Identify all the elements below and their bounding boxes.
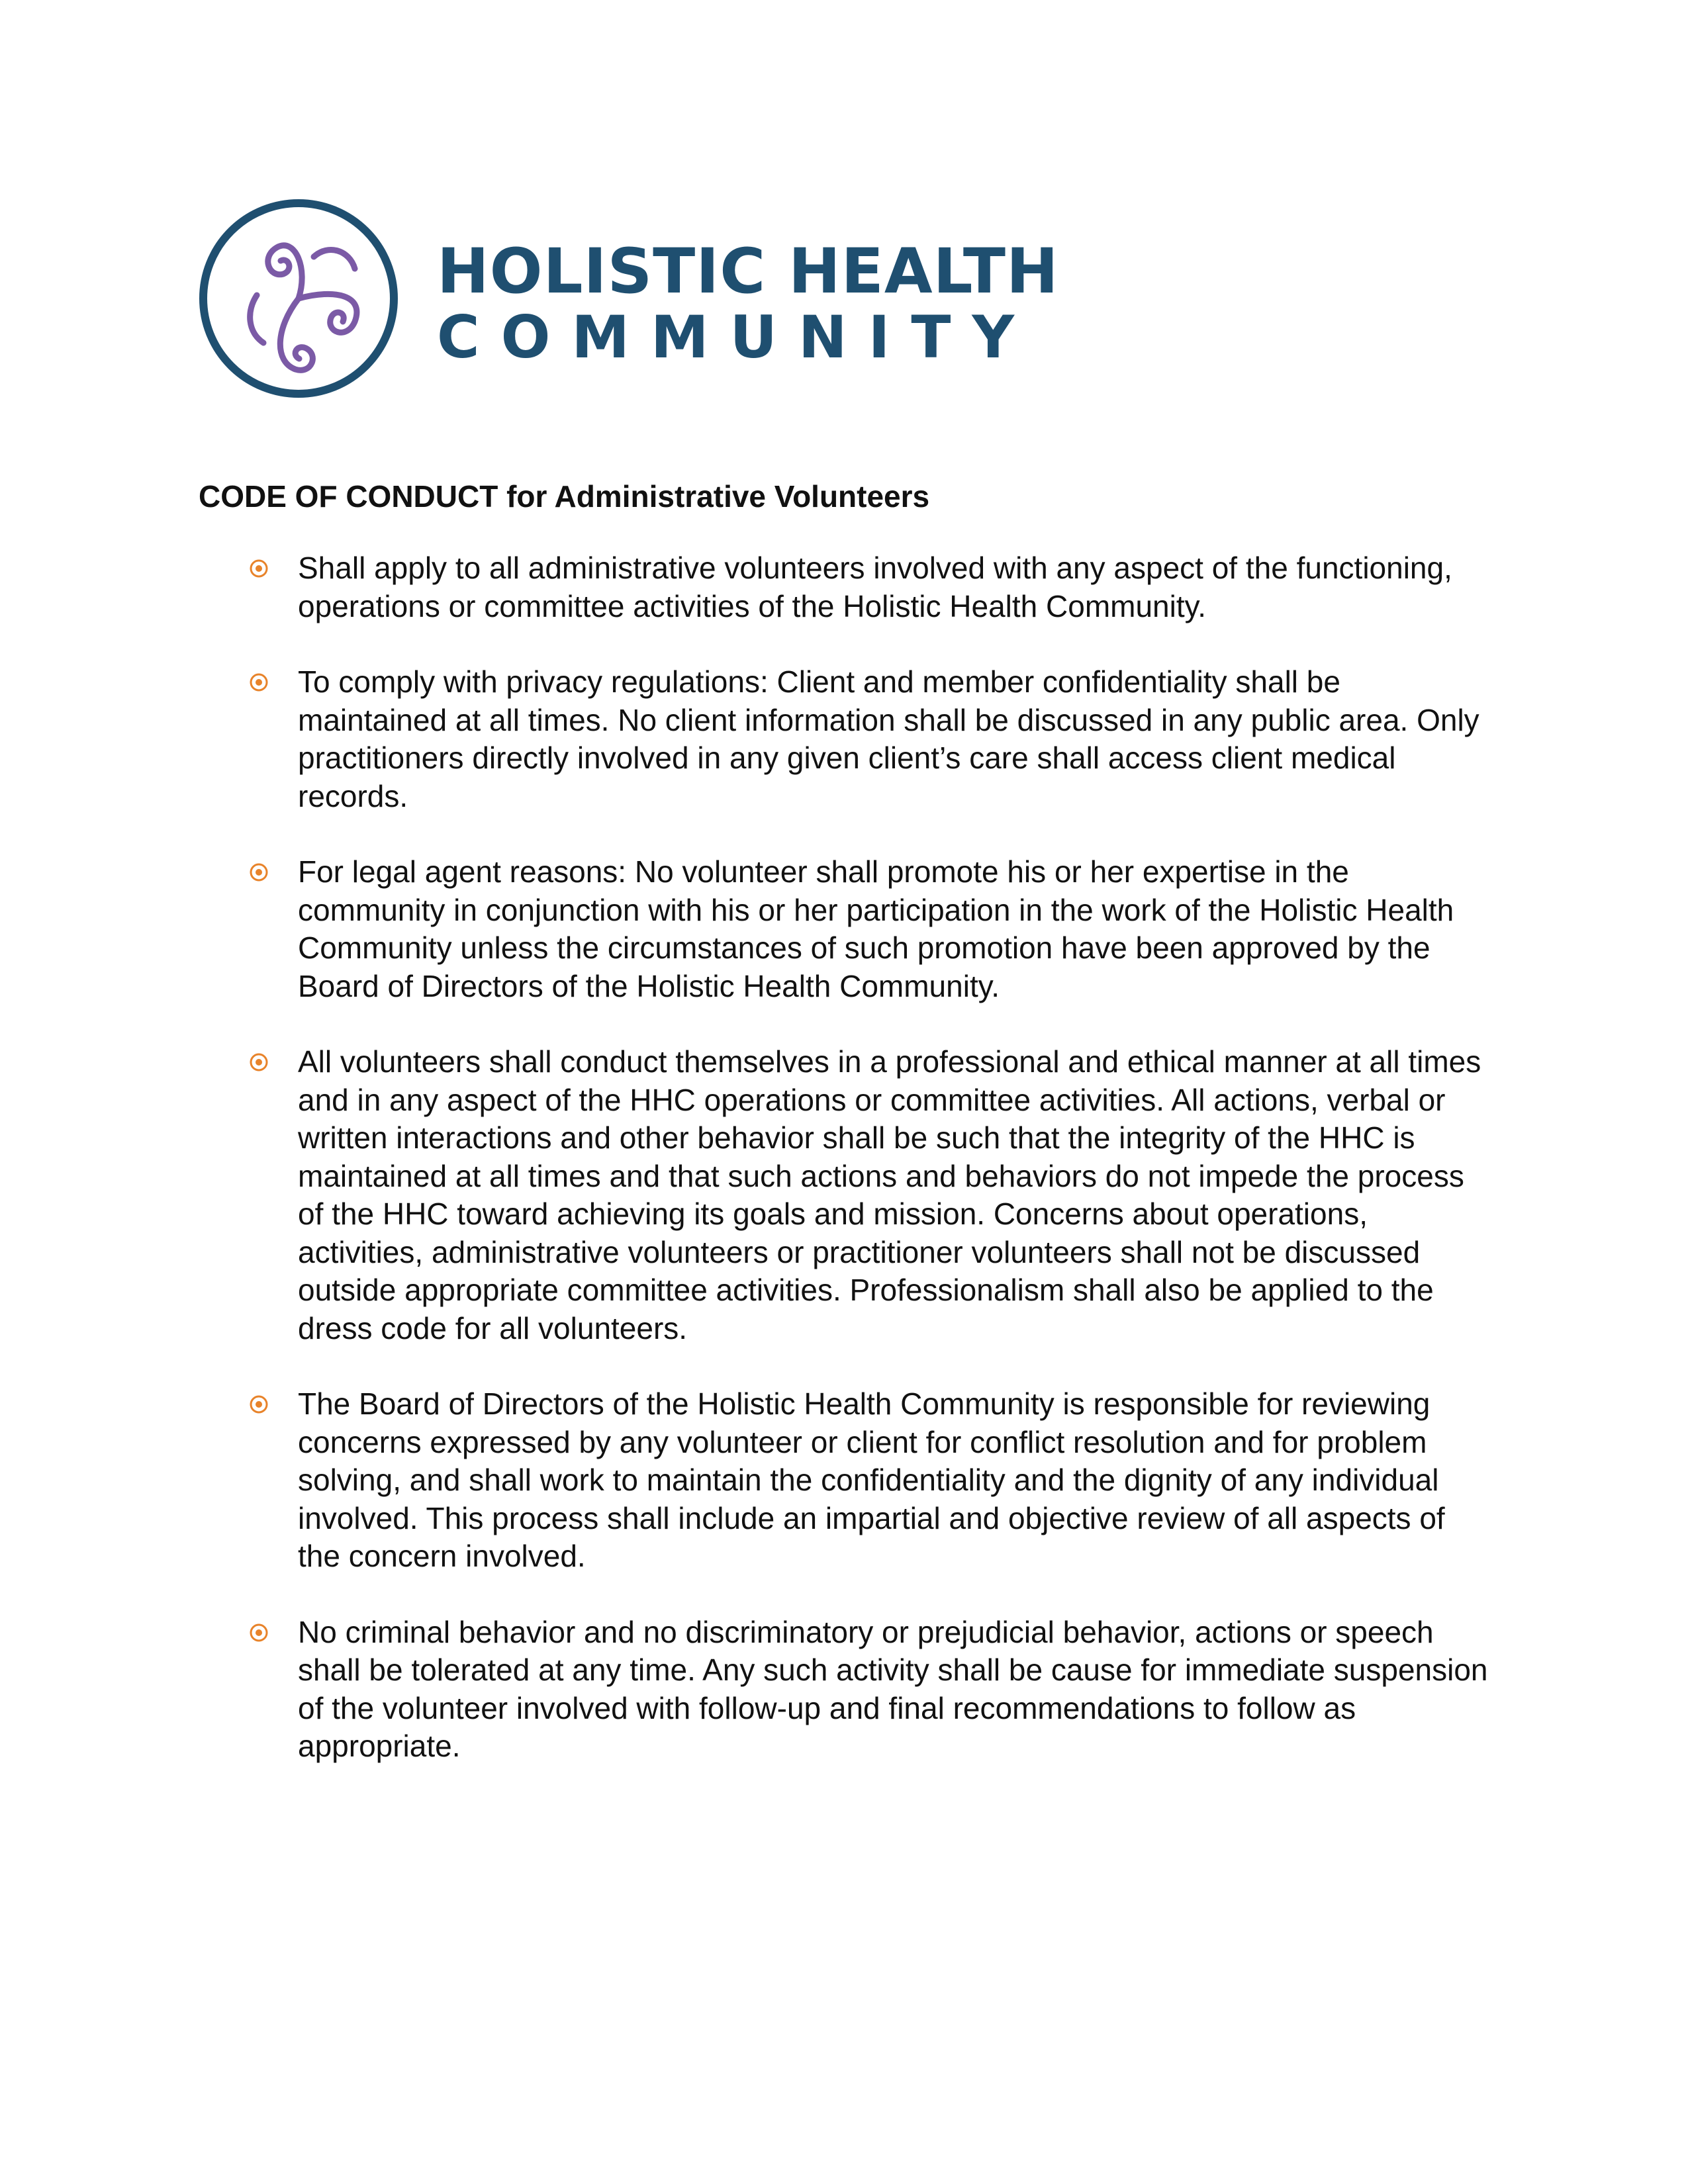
list-item <box>249 663 1493 815</box>
list-item <box>249 1614 1493 1766</box>
organization-logo <box>196 196 1059 401</box>
circled-dot-icon <box>249 1052 269 1072</box>
list-item <box>249 1043 1493 1347</box>
list-item-text: For legal agent reasons: No volunteer shall promote his or her expertise in the community in conjunction with his or her participation in the work of the Holistic Health Community unless the circumstances of such promotion have been approved by the Board of Directors of the Holistic Health Community. <box>298 854 1454 1003</box>
circled-dot-icon <box>249 1394 269 1414</box>
list-item-text: Shall apply to all administrative volunteers involved with any aspect of the functioning, operations or committee activities of the Holistic Health Community. <box>298 551 1452 623</box>
list-item <box>249 549 1493 625</box>
list-item-text: All volunteers shall conduct themselves in a professional and ethical manner at all times and in any aspect of the HHC operations or committee activities. All actions, verbal or written interactions and other behavior shall be such that the integrity of the HHC is maintained at all times and that such actions and behaviors do not impede the process of the HHC toward achieving its goals and mission. Concerns about operations, activities, administrative volunteers or practitioner volunteers shall not be discussed outside appropriate committee activities. Professionalism shall also be applied to the dress code for all volunteers. <box>298 1044 1481 1345</box>
list-item-text: To comply with privacy regulations: Client and member confidentiality shall be maintained at all times. No client information shall be discussed in any public area. Only practitioners directly involved in any given client’s care shall access client medical records. <box>298 664 1479 813</box>
circled-dot-icon <box>249 559 269 578</box>
circled-dot-icon <box>249 1623 269 1643</box>
list-item-text: The Board of Directors of the Holistic Health Community is responsible for reviewing concerns expressed by any volunteer or client for conflict resolution and for problem solving, and shall work to maintain the confidentiality and the dignity of any individual involved. This process shall include an impartial and objective review of all aspects of the concern involved. <box>298 1387 1445 1573</box>
conduct-rules-list <box>249 549 1493 1803</box>
document-title: CODE OF CONDUCT for Administrative Volunteers <box>199 479 930 514</box>
circled-dot-icon <box>249 672 269 692</box>
list-item <box>249 853 1493 1005</box>
circled-dot-icon <box>249 862 269 882</box>
logo-wordmark-line2: COMMUNITY <box>437 303 1036 371</box>
logo-wordmark-line1: HOLISTIC HEALTH <box>437 236 1059 308</box>
list-item <box>249 1385 1493 1576</box>
list-item-text: No criminal behavior and no discriminatory or prejudicial behavior, actions or speech shall be tolerated at any time. Any such activity shall be cause for immediate suspension of the volunteer involved with follow-up and final recommendations to follow as appropriate. <box>298 1614 1488 1763</box>
triple-spiral-in-circle-icon <box>196 196 401 401</box>
